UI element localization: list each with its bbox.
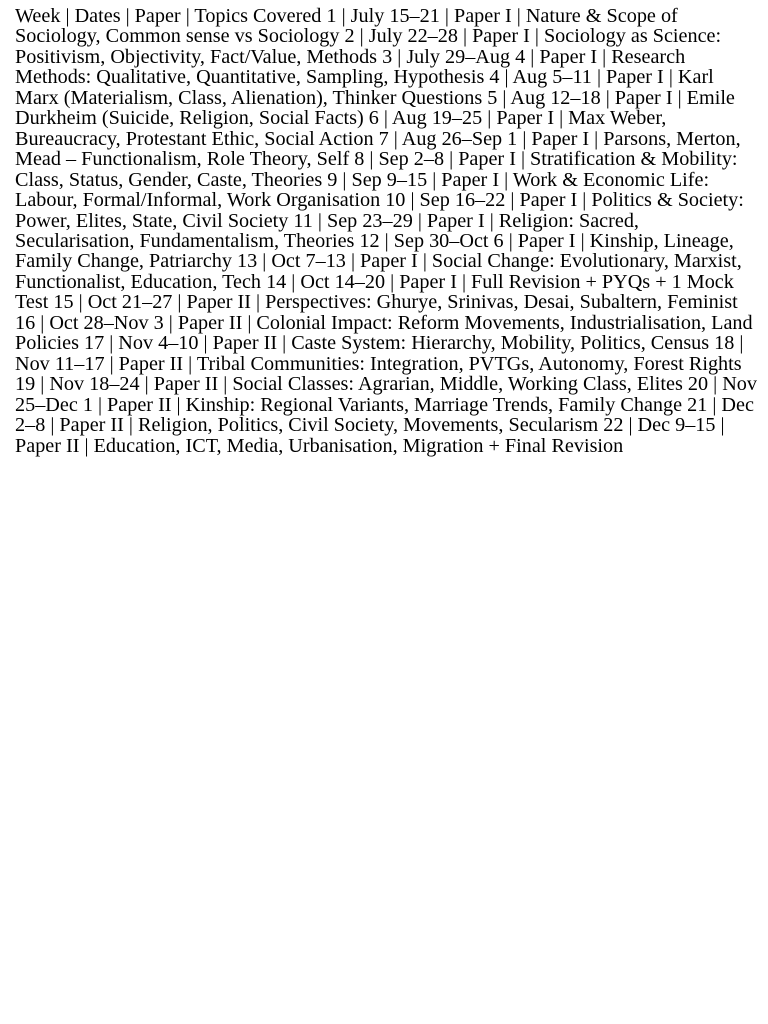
document-page (15, 6, 761, 456)
schedule-text: Week | Dates | Paper | Topics Covered 1 | July 15–21 | Paper I | Nature & Scope of Sociology, Common sense vs Sociology 2 | July 22–28 | Paper I | Sociology as Science: Positivism, Objectivity, Fact/Value, Methods 3 | July 29–Aug 4 | Paper I | Research Methods: Qualitative, Quantitative, Sampling, Hypothesis 4 | Aug 5–11 | Paper I | Karl Marx (Materialism, Class, Alienation), Thinker Questions 5 | Aug 12–18 | Paper I | Emile Durkheim (Suicide, Religion, Social Facts) 6 | Aug 19–25 | Paper I | Max Weber, Bureaucracy, Protestant Ethic, Social Action 7 | Aug 26–Sep 1 | Paper I | Parsons, Merton, Mead – Functionalism, Role Theory, Self 8 | Sep 2–8 | Paper I | Stratification & Mobility: Class, Status, Gender, Caste, Theories 9 | Sep 9–15 | Paper I | Work & Economic Life: Labour, Formal/Informal, Work Organisation 10 | Sep 16–22 | Paper I | Politics & Society: Power, Elites, State, Civil Society 11 | Sep 23–29 | Paper I | Religion: Sacred, Secularisation, Fundamentalism, Theories 12 | Sep 30–Oct 6 | Paper I | Kinship, Lineage, Family Change, Patriarchy 13 | Oct 7–13 | Paper I | Social Change: Evolutionary, Marxist, Functionalist, Education, Tech 14 | Oct 14–20 | Paper I | Full Revision + PYQs + 1 Mock Test 15 | Oct 21–27 | Paper II | Perspectives: Ghurye, Srinivas, Desai, Subaltern, Feminist 16 | Oct 28–Nov 3 | Paper II | Colonial Impact: Reform Movements, Industrialisation, Land Policies 17 | Nov 4–10 | Paper II | Caste System: Hierarchy, Mobility, Politics, Census 18 | Nov 11–17 | Paper II | Tribal Communities: Integration, PVTGs, Autonomy, Forest Rights 19 | Nov 18–24 | Paper II | Social Classes: Agrarian, Middle, Working Class, Elites 20 | Nov 25–Dec 1 | Paper II | Kinship: Regional Variants, Marriage Trends, Family Change 21 | Dec 2–8 | Paper II | Religion, Politics, Civil Society, Movements, Secularism 22 | Dec 9–15 | Paper II | Education, ICT, Media, Urbanisation, Migration + Final Revision (15, 5, 757, 457)
